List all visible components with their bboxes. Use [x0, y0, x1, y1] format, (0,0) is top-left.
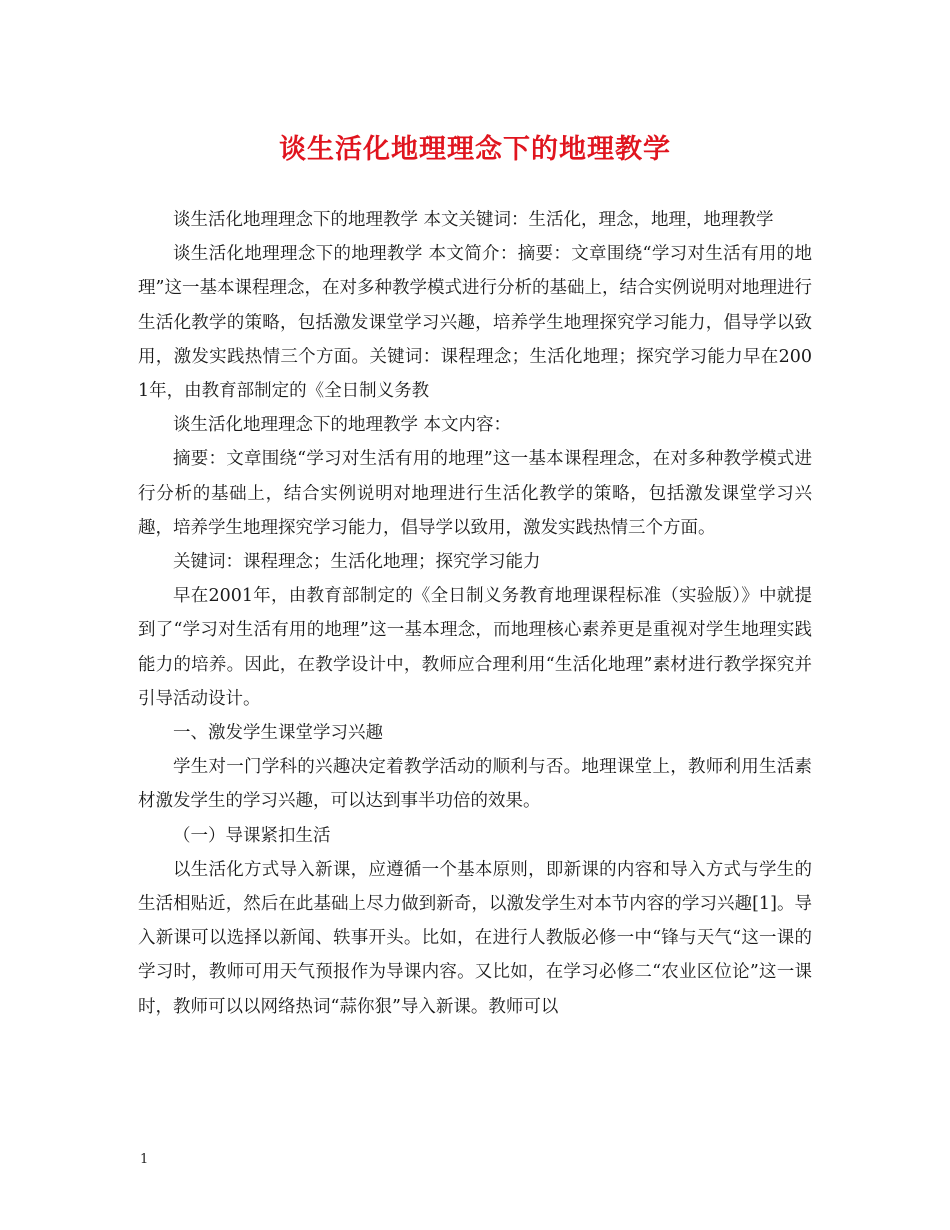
subsection-heading-1: （一）导课紧扣生活	[173, 825, 331, 846]
paragraph-summary-intro: 谈生活化地理理念下的地理教学 本文简介：摘要：文章围绕“学习对生活有用的地理”这一基本课程理念，在对多种教学模式进行分析的基础上，结合实例说明对地理进行生活化教学的策略，包括激发课堂学习兴趣，培养学生地理探究学习能力，倡导学以致用，激发实践热情三个方面。关键词：课程理念；生活化地理；探究学习能力早在2001年，由教育部制定的《全日制义务教	[138, 244, 812, 402]
paragraph-keywords-intro: 谈生活化地理理念下的地理教学 本文关键词：生活化，理念，地理，地理教学	[173, 210, 774, 230]
paragraph-interest: 学生对一门学科的兴趣决定着教学活动的顺利与否。地理课堂上，教师利用生活素材激发学生的学习兴趣，可以达到事半功倍的效果。	[138, 757, 812, 812]
paragraph-abstract: 摘要：文章围绕“学习对生活有用的地理”这一基本课程理念，在对多种教学模式进行分析的基础上，结合实例说明对地理进行生活化教学的策略，包括激发课堂学习兴趣，培养学生地理探究学习能力，倡导学以致用，激发实践热情三个方面。	[138, 449, 812, 538]
paragraph-content-intro: 谈生活化地理理念下的地理教学 本文内容：	[173, 415, 512, 436]
paragraph-lesson-intro: 以生活化方式导入新课，应遵循一个基本原则，即新课的内容和导入方式与学生的生活相贴近，然后在此基础上尽力做到新奇，以激发学生对本节内容的学习兴趣[1]。导入新课可以选择以新闻、轶事开头。比如，在进行人教版必修一中“锋与天气“这一课的学习时，教师可用天气预报作为导课内容。又比如，在学习必修二“农业区位论”这一课时，教师可以以网络热词“蒜你狠”导入新课。教师可以	[138, 859, 812, 1017]
document-title: 谈生活化地理理念下的地理教学	[279, 134, 671, 165]
paragraph-background: 早在2001年，由教育部制定的《全日制义务教育地理课程标准（实验版）》中就提到了“学习对生活有用的地理”这一基本理念，而地理核心素养更是重视对学生地理实践能力的培养。因此，在教学设计中，教师应合理利用“生活化地理”素材进行教学探究并引导活动设计。	[138, 586, 812, 709]
document-body	[138, 203, 812, 1024]
paragraph-keywords: 关键词：课程理念；生活化地理；探究学习能力	[173, 552, 541, 573]
page-number: 1	[140, 1152, 149, 1167]
section-heading-1: 一、激发学生课堂学习兴趣	[173, 723, 383, 744]
